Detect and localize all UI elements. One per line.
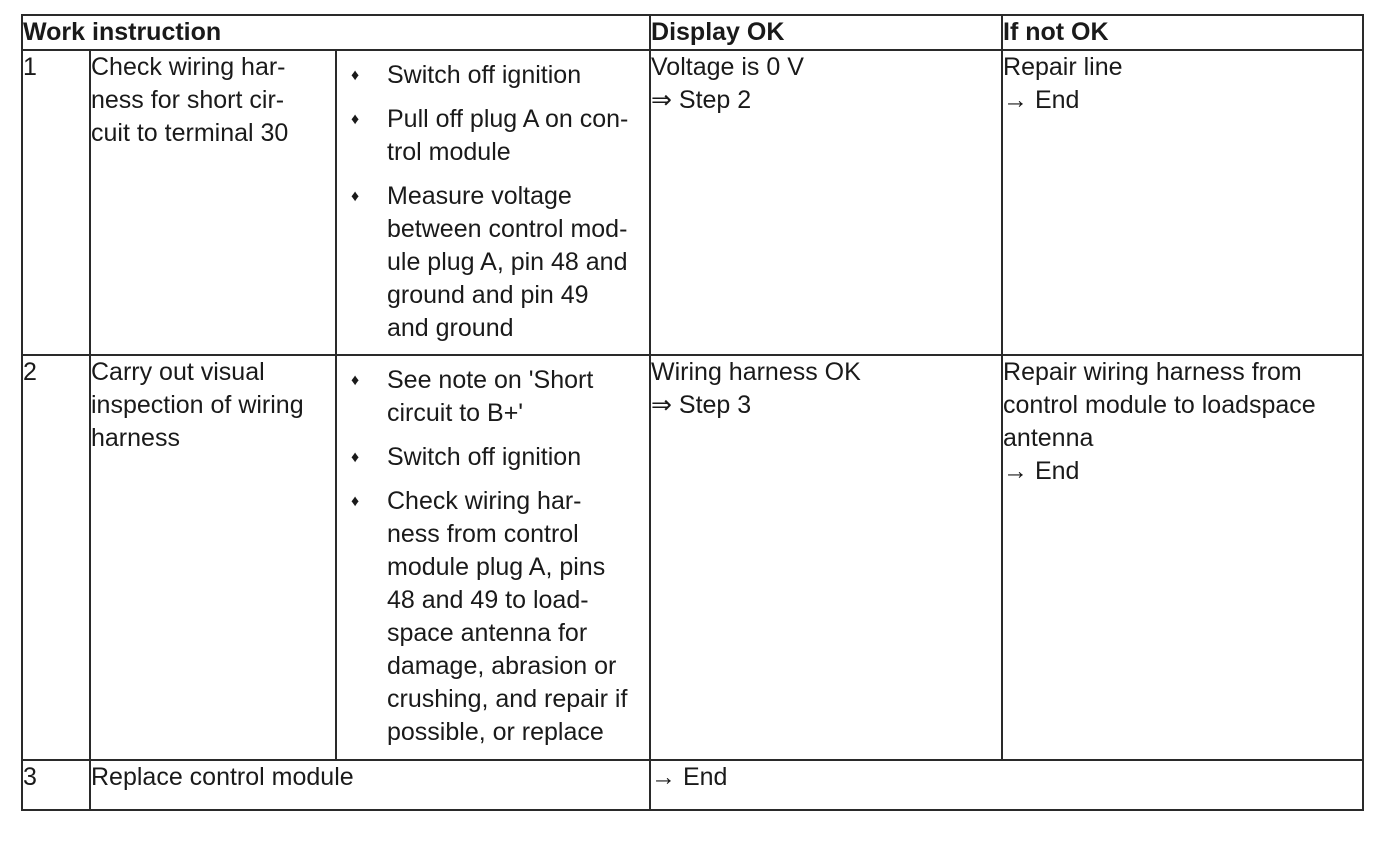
text-line: ground and pin 49 (387, 281, 589, 309)
diamond-bullet-icon: ♦ (351, 67, 360, 84)
text-line: ness from control (387, 520, 579, 548)
step-number: 3 (22, 760, 90, 810)
task-description (90, 355, 336, 760)
table-row (22, 355, 1363, 760)
header-work-instruction: Work instruction (22, 15, 650, 50)
diamond-bullet-icon: ♦ (351, 493, 360, 510)
text-line: between control mod- (387, 215, 628, 243)
list-item (347, 441, 639, 474)
text-line: See note on 'Short (387, 366, 594, 394)
text-line: crushing, and repair if (387, 685, 628, 713)
text-line: Check wiring har- (387, 487, 582, 515)
task-description (90, 50, 336, 355)
text-line: ⇒ Step 2 (651, 86, 752, 114)
result-cell: → End (650, 760, 1363, 810)
header-if-not-ok: If not OK (1002, 15, 1363, 50)
step-number: 1 (22, 50, 90, 355)
text-line: ⇒ Step 3 (651, 391, 752, 419)
text-line: 48 and 49 to load- (387, 586, 589, 614)
text-line: and ground (387, 314, 514, 342)
if-not-ok-cell (1002, 355, 1363, 760)
bullet-list (337, 356, 649, 753)
instruction-steps (336, 50, 650, 355)
diamond-bullet-icon: ♦ (351, 188, 360, 205)
list-item (347, 103, 639, 169)
text-line: ness for short cir- (91, 86, 285, 114)
work-instruction-table (21, 14, 1364, 811)
text-line: ule plug A, pin 48 and (387, 248, 628, 276)
instruction-steps (336, 355, 650, 760)
text-line: Voltage is 0 V (651, 53, 804, 81)
text-line: possible, or replace (387, 718, 604, 746)
table-header-row (22, 15, 1363, 50)
diamond-bullet-icon: ♦ (351, 449, 360, 466)
text-line: Repair line (1003, 53, 1123, 81)
text-line: Repair wiring harness from (1003, 358, 1302, 386)
display-ok-cell (650, 50, 1002, 355)
list-item (347, 59, 639, 92)
text-line: harness (91, 424, 180, 452)
text-line: Check wiring har- (91, 53, 286, 81)
list-item (347, 180, 639, 345)
text-line: Measure voltage (387, 182, 572, 210)
step-number: 2 (22, 355, 90, 760)
list-item (347, 364, 639, 430)
text-line: space antenna for (387, 619, 588, 647)
table-row (22, 760, 1363, 810)
text-line: module plug A, pins (387, 553, 606, 581)
text-line: damage, abrasion or (387, 652, 617, 680)
text-line: Carry out visual (91, 358, 265, 386)
text-line: control module to loadspace (1003, 391, 1316, 419)
diamond-bullet-icon: ♦ (351, 111, 360, 128)
text-line: Switch off ignition (387, 443, 582, 471)
task-description: Replace control module (90, 760, 650, 810)
text-line: circuit to B+' (387, 399, 524, 427)
if-not-ok-cell (1002, 50, 1363, 355)
table-row (22, 50, 1363, 355)
display-ok-cell (650, 355, 1002, 760)
list-item (347, 485, 639, 749)
text-line: antenna (1003, 424, 1094, 452)
header-display-ok: Display OK (650, 15, 1002, 50)
text-line: → End (1003, 457, 1080, 485)
text-line: Switch off ignition (387, 61, 582, 89)
text-line: trol module (387, 138, 511, 166)
text-line: cuit to terminal 30 (91, 119, 289, 147)
bullet-list (337, 51, 649, 349)
diamond-bullet-icon: ♦ (351, 372, 360, 389)
text-line: inspection of wiring (91, 391, 304, 419)
text-line: Pull off plug A on con- (387, 105, 629, 133)
text-line: → End (1003, 86, 1080, 114)
text-line: Wiring harness OK (651, 358, 861, 386)
